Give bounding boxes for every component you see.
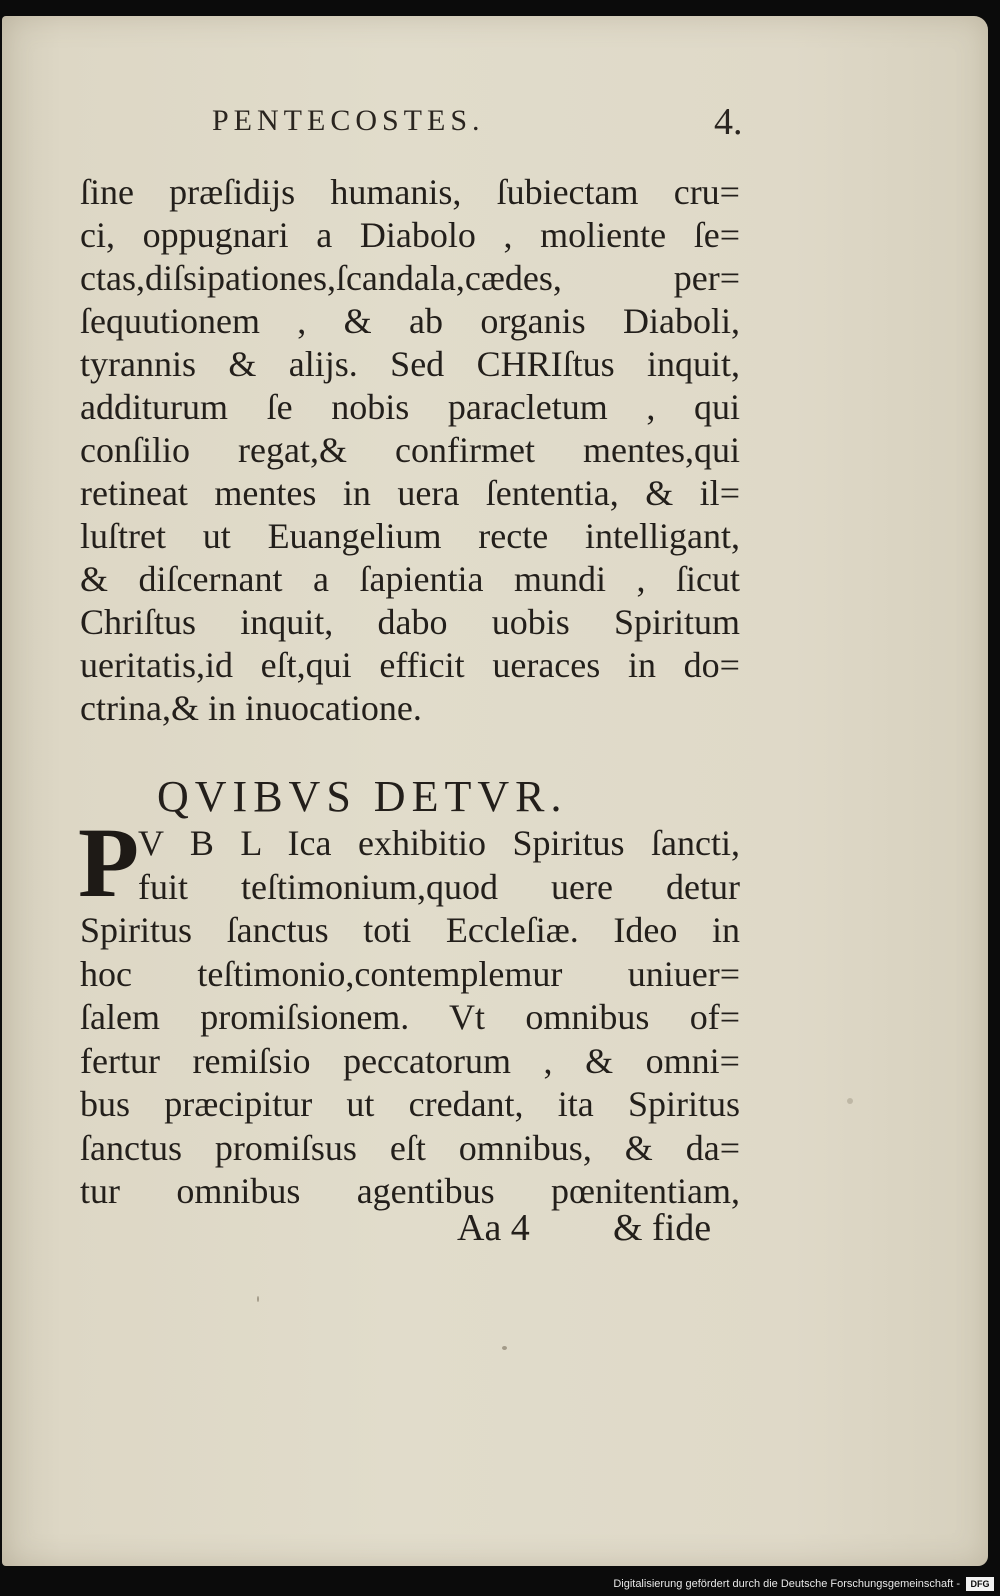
- text-line: ſanctus promiſsus eſt omnibus, & da=: [80, 1127, 740, 1168]
- running-head: PENTECOSTES.: [212, 104, 485, 137]
- text-line: Spiritus ſanctus toti Eccleſiæ. Ideo in: [80, 910, 740, 950]
- text-line: retineat mentes in uera ſententia, & il=: [80, 473, 740, 513]
- digitization-credit: Digitalisierung gefördert durch die Deutsche Forschungsgemeinschaft -: [613, 1578, 960, 1590]
- text-line: ctas,diſsipationes,ſcandala,cædes, per=: [80, 258, 740, 298]
- text-line: V B L Ica exhibitio Spiritus ſancti,: [138, 823, 740, 863]
- catchword: & fide: [613, 1207, 712, 1249]
- text-line: fuit teſtimonium,quod uere detur: [138, 866, 740, 907]
- text-line: hoc teſtimonio,contemplemur uniuer=: [80, 953, 740, 994]
- text-line: fertur remiſsio peccatorum , & omni=: [80, 1040, 740, 1081]
- signature-mark: Aa 4: [457, 1207, 530, 1249]
- text-line: tur omnibus agentibus pœnitentiam,: [80, 1171, 740, 1211]
- text-line: ueritatis,id eſt,qui efficit ueraces in do=: [80, 645, 740, 685]
- text-line: ſalem promiſsionem. Vt omnibus of=: [80, 997, 740, 1037]
- text-line: bus præcipitur ut credant, ita Spiritus: [80, 1084, 740, 1124]
- body-text: [80, 171, 740, 730]
- text-line: ci, oppugnari a Diabolo , moliente ſe=: [80, 215, 740, 255]
- text-line: conſilio regat,& confirmet mentes,qui: [80, 430, 740, 470]
- drop-cap-initial: P: [78, 807, 140, 918]
- text-line: ſine præſidijs humanis, ſubiectam cru=: [80, 172, 740, 212]
- text-line: Chriſtus inquit, dabo uobis Spiritum: [80, 602, 740, 642]
- text-line: additurum ſe nobis paracletum , qui: [80, 387, 740, 427]
- text-line: luſtret ut Euangelium recte intelligant,: [80, 516, 740, 556]
- footer-bar: [0, 1568, 1000, 1596]
- text-line: & diſcernant a ſapientia mundi , ſicut: [80, 559, 740, 599]
- page-header: [2, 101, 988, 144]
- paper-speck: [502, 1346, 507, 1350]
- section-heading: QVIBVS DETVR.: [157, 772, 568, 821]
- paper-speck: [257, 1296, 259, 1302]
- text-line: ſequutionem , & ab organis Diaboli,: [80, 301, 740, 341]
- paper-speck: [847, 1098, 853, 1104]
- dfg-logo: DFG: [966, 1577, 994, 1591]
- page-number: 4.: [714, 101, 743, 143]
- text-line: tyrannis & alijs. Sed CHRIſtus inquit,: [80, 344, 740, 384]
- book-page: [2, 16, 988, 1566]
- section-text: [80, 822, 740, 1214]
- text-line: ctrina,& in inuocatione.: [80, 688, 422, 728]
